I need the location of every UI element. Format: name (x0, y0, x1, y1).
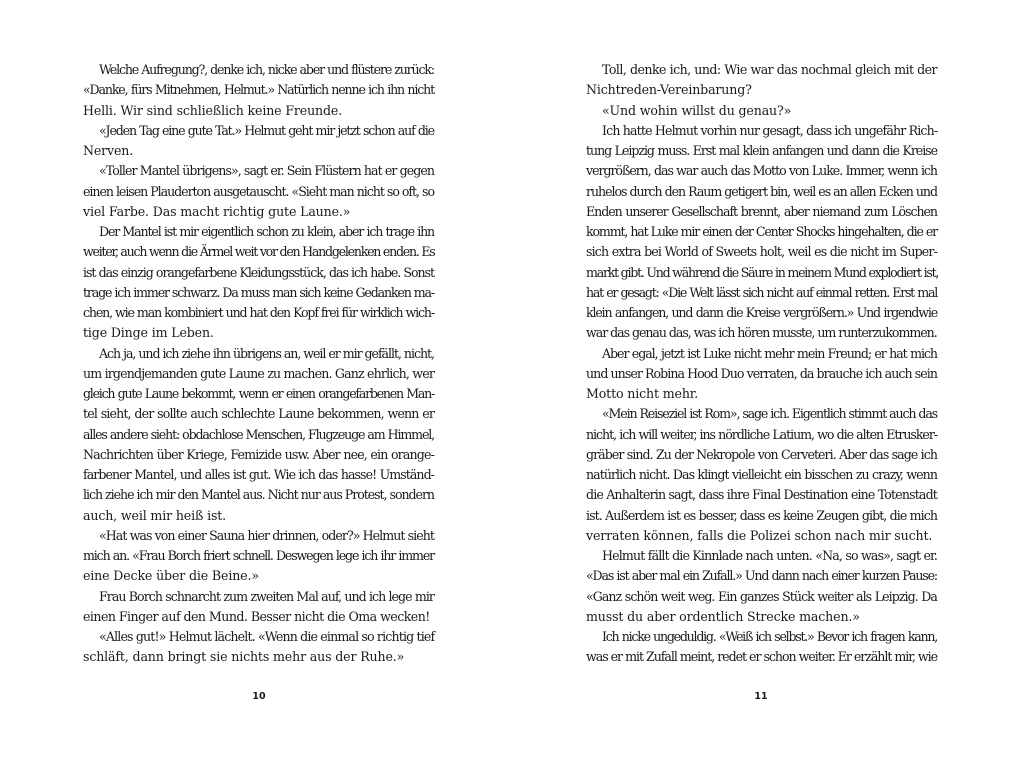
text-line: nicht, ich will weiter, ins nördliche Latium, wo die alten Etrusker- (586, 426, 937, 442)
page-number-left: 10 (252, 691, 266, 702)
text-line: «Jeden Tag eine gute Tat.» Helmut geht mir jetzt schon auf die (99, 122, 434, 138)
text-line: alles andere sieht: obdachlose Menschen, Flugzeuge am Himmel, (83, 426, 434, 442)
text-line: «Alles gut!» Helmut lächelt. «Wenn die einmal so richtig tief (99, 629, 435, 644)
text-line: Ach ja, und ich ziehe ihn übrigens an, weil er mir gefällt, nicht, (99, 345, 434, 361)
text-line: Toll, denke ich, und: Wie war das nochmal gleich mit der (602, 62, 937, 77)
text-line: mich an. «Frau Borch friert schnell. Deswegen lege ich ihr immer (83, 548, 434, 563)
text-line: eine Decke über die Beine.» (83, 568, 259, 584)
text-line: Nachrichten über Kriege, Femizide usw. Aber nee, ein orange- (83, 446, 434, 462)
text-line: um irgendjemanden gute Laune zu machen. Ganz ehrlich, wer (83, 365, 434, 381)
text-line: «Hat was von einer Sauna hier drinnen, oder?» Helmut sieht (99, 527, 434, 543)
text-line: hat er gesagt: «Die Welt lässt sich nicht auf einmal retten. Erst mal (586, 284, 937, 300)
text-line: vergrößern, das war auch das Motto von Luke. Immer, wenn ich (586, 163, 937, 179)
page-number-right: 11 (754, 691, 768, 702)
text-line: die Anhalterin sagt, dass ihre Final Destination eine Totenstadt (586, 487, 937, 503)
right-page-text (586, 60, 937, 668)
text-line: gräber sind. Zu der Nekropole von Cerveteri. Aber das sage ich (586, 446, 937, 462)
text-line: natürlich nicht. Das klingt vielleicht ein bisschen zu crazy, wenn (586, 467, 937, 482)
text-line: markt gibt. Und während die Säure in meinem Mund explodiert ist, (586, 264, 939, 280)
text-line: weiter, auch wenn die Ärmel weit vor den Handgelenken enden. Es (83, 244, 435, 260)
text-line: musst du aber ordentlich Strecke machen.» (586, 608, 860, 624)
text-line: lich ziehe ich mir den Mantel aus. Nicht nur aus Protest, sondern (83, 487, 434, 503)
text-line: ist. Außerdem ist es besser, dass es keine Zeugen gibt, die mich (586, 507, 937, 523)
text-line: ruhelos durch den Raum getigert bin, weil es an allen Ecken und (586, 183, 937, 199)
text-line: trage ich immer schwarz. Da muss man sich keine Gedanken ma- (83, 284, 434, 300)
text-line: Helmut fällt die Kinnlade nach unten. «Na, so was», sagt er. (602, 548, 937, 563)
text-line: «Das ist aber mal ein Zufall.» Und dann nach einer kurzen Pause: (586, 568, 937, 584)
text-line: Enden unserer Gesellschaft brennt, aber niemand zum Löschen (586, 203, 937, 219)
text-line: chen, wie man kombiniert und hat den Kopf frei für wirklich wich- (83, 305, 434, 320)
text-line: schläft, dann bringt sie nichts mehr aus der Ruhe.» (83, 649, 405, 665)
text-line: was er mit Zufall meint, redet er schon weiter. Er erzählt mir, wie (586, 649, 937, 665)
text-line: Welche Aufregung?, denke ich, nicke aber und flüstere zurück: (99, 62, 434, 77)
text-line: tige Dinge im Leben. (83, 325, 214, 341)
left-page-text (83, 60, 434, 668)
text-line: Ich hatte Helmut vorhin nur gesagt, dass ich ungefähr Rich- (602, 122, 938, 138)
text-line: «Toller Mantel übrigens», sagt er. Sein Flüstern hat er gegen (99, 163, 434, 179)
text-line: Nichtreden-Vereinbarung? (586, 82, 752, 98)
text-line: Nerven. (83, 143, 134, 158)
text-line: Ich nicke ungeduldig. «Weiß ich selbst.» Bevor ich fragen kann, (602, 629, 937, 644)
text-line: und unser Robina Hood Duo verraten, da brauche ich auch sein (586, 365, 937, 381)
text-line: einen Finger auf den Mund. Besser nicht die Oma wecken! (83, 608, 430, 624)
text-line: gleich gute Laune bekommt, wenn er einen orangefarbenen Man- (83, 386, 434, 401)
text-line: Motto nicht mehr. (586, 386, 699, 401)
text-line: tung Leipzig muss. Erst mal klein anfangen und dann die Kreise (586, 143, 937, 158)
text-line: kommt, hat Luke mir einen der Center Shocks hingehalten, die er (586, 224, 937, 239)
text-line: «Danke, fürs Mitnehmen, Helmut.» Natürlich nenne ich ihn nicht (83, 82, 434, 98)
text-line: Aber egal, jetzt ist Luke nicht mehr mein Freund; er hat mich (602, 345, 937, 361)
text-line: viel Farbe. Das macht richtig gute Laune.» (83, 203, 351, 219)
text-line: Der Mantel ist mir eigentlich schon zu klein, aber ich trage ihn (99, 224, 434, 239)
text-line: klein anfangen, und dann die Kreise vergrößern.» Und irgendwie (586, 305, 937, 320)
text-line: «Ganz schön weit weg. Ein ganzes Stück weiter als Leipzig. Da (586, 588, 937, 604)
text-line: «Und wohin willst du genau?» (602, 102, 792, 118)
text-line: ist das einzig orangefarbene Kleidungsstück, das ich habe. Sonst (83, 264, 434, 280)
text-line: sich extra bei World of Sweets holt, weil es die nicht im Super- (586, 244, 937, 260)
text-line: «Mein Reiseziel ist Rom», sage ich. Eigentlich stimmt auch das (602, 406, 937, 422)
text-line: war das genau das, was ich hören musste, um runterzukommen. (586, 325, 937, 341)
text-line: Frau Borch schnarcht zum zweiten Mal auf, und ich lege mir (99, 588, 434, 604)
text-line: Helli. Wir sind schließlich keine Freunde. (83, 102, 343, 118)
text-line: einen leisen Plauderton ausgetauscht. «Sieht man nicht so oft, so (83, 183, 434, 199)
text-line: farbener Mantel, und alles ist gut. Wie ich das hasse! Umständ- (83, 467, 434, 482)
text-line: verraten können, falls die Polizei schon nach mir sucht. (586, 527, 933, 543)
text-line: auch, weil mir heiß ist. (83, 507, 227, 523)
text-line: tel sieht, der sollte auch schlechte Laune bekommen, wenn er (83, 406, 434, 422)
